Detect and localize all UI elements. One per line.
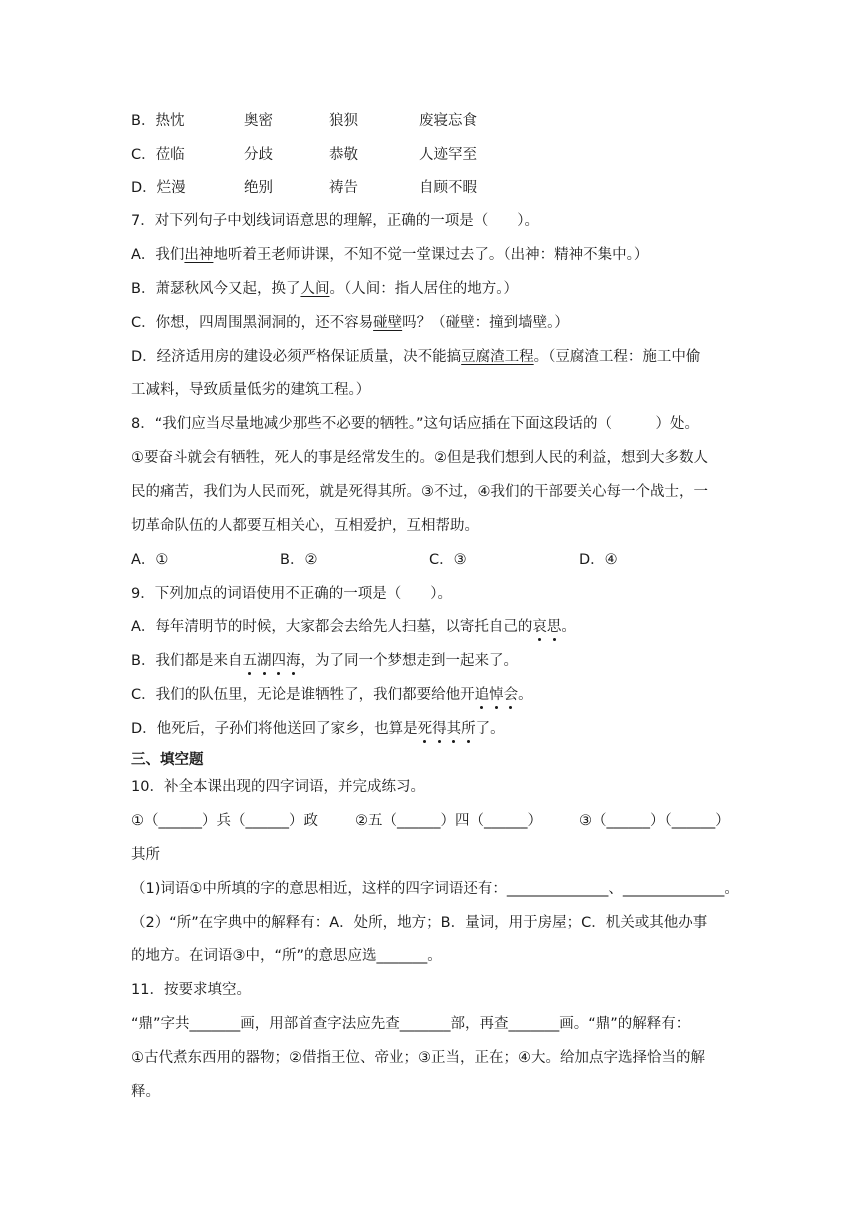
q10-sub2-line1: （2）“所”在字典中的解释有：A．处所，地方；B．量词，用于房屋；C．机关或其他办事 [131, 915, 708, 931]
q10-stem: 10．补全本课出现的四字词语，并完成练习。 [131, 779, 425, 795]
q9-d-text-rest: 了。 [475, 721, 505, 737]
q6-option-c[interactable]: C．莅临 [131, 147, 185, 163]
q9-stem: 9．下列加点的词语使用不正确的一项是（ ）。 [131, 586, 452, 602]
q9-option-d[interactable] [131, 719, 505, 739]
q7-a-text-rest: 地听着王老师讲课，不知不觉一堂课过去了。（出神：精神不集中。） [213, 247, 649, 263]
q7-d-text: D．经济适用房的建设必须严格保证质量，决不能搞 [131, 349, 462, 365]
q9-a-text-rest: 。 [561, 619, 576, 635]
q8-option-b[interactable]: B．② [280, 552, 318, 568]
q6-option-d[interactable]: D．烂漫 [131, 180, 186, 196]
q7-b-underlined: 人间 [300, 281, 330, 297]
q6-option-b-word3: 狼狈 [329, 113, 358, 129]
q11-line1: “鼎”字共_______画，用部首查字法应先查_______部，再查_______画。“鼎”的解释有： [131, 1016, 691, 1032]
q8-stem: 8．“我们应当尽量地减少那些不必要的牺牲。”这句话应插在下面这段话的（ ）处。 [131, 416, 699, 432]
q11-stem: 11．按要求填空。 [131, 982, 251, 998]
q8-option-a[interactable]: A．① [131, 552, 169, 568]
q9-b-text: B．我们都是来自 [131, 653, 243, 669]
q6-option-b-word4: 废寝忘食 [419, 113, 477, 129]
q7-b-text-rest: 。（人间：指人居住的地方。） [329, 281, 518, 297]
q10-item2: ②五（______）四（______） [355, 813, 542, 829]
q9-option-c[interactable] [131, 685, 533, 705]
q9-c-dotted [475, 687, 519, 703]
q6-option-c-word3: 恭敬 [329, 147, 358, 163]
q8-option-c[interactable]: C．③ [429, 552, 467, 568]
q11-line3: 释。 [131, 1084, 160, 1100]
q7-a-underlined: 出神 [184, 247, 214, 263]
emphasis-char: 所 [461, 721, 476, 737]
q8-passage-line3: 切革命队伍的人都要互相关心，互相爱护，互相帮助。 [131, 518, 479, 534]
q9-d-dotted [418, 721, 476, 737]
q9-a-text: A．每年清明节的时候，大家都会去给先人扫墓，以寄托自己的 [131, 619, 533, 635]
q7-stem: 7．对下列句子中划线词语意思的理解，正确的一项是（ ）。 [131, 213, 539, 229]
q8-passage-line1: ①要奋斗就会有牺牲，死人的事是经常发生的。②但是我们想到人民的利益，想到大多数人 [131, 450, 708, 466]
q10-sub2-line2: 的地方。在词语③中，“所”的意思应选_______。 [131, 948, 442, 964]
q6-option-b[interactable]: B．热忱 [131, 113, 185, 129]
emphasis-char: 湖 [256, 653, 272, 669]
q8-option-d[interactable]: D．④ [579, 552, 618, 568]
q7-c-text-rest: 吗？（碰壁：撞到墙壁。） [402, 315, 569, 331]
q7-option-a[interactable] [131, 245, 648, 265]
q9-b-text-rest: ，为了同一个梦想走到一起来了。 [300, 653, 518, 669]
q10-sub1: （1)词语①中所填的字的意思相近，这样的四字词语还有：______________、______________。 [131, 881, 739, 897]
emphasis-char: 其 [446, 721, 462, 737]
q8-passage-line2: 民的痛苦，我们为人民而死，就是死得其所。③不过，④我们的干部要关心每一个战士，一 [131, 484, 708, 500]
q7-option-c[interactable] [131, 313, 569, 333]
q9-b-dotted [242, 653, 300, 669]
emphasis-char: 悼 [489, 687, 504, 703]
q7-d-underlined: 豆腐渣工程 [461, 349, 534, 365]
emphasis-char: 追 [474, 687, 490, 703]
q10-item1: ①（______）兵（______）政 [131, 813, 318, 829]
q7-option-b[interactable] [131, 279, 518, 299]
emphasis-char: 得 [432, 721, 447, 737]
q6-option-c-word4: 人迹罕至 [419, 147, 477, 163]
q6-option-b-word2: 奥密 [244, 113, 273, 129]
q7-b-text: B．萧瑟秋风今又起，换了 [131, 281, 301, 297]
q7-option-d[interactable] [131, 347, 700, 367]
emphasis-char: 会 [503, 687, 519, 703]
q7-d-text-rest: 。（豆腐渣工程：施工中偷 [533, 349, 701, 365]
emphasis-char: 思 [546, 619, 562, 635]
q6-option-d-word2: 绝别 [244, 180, 273, 196]
q7-c-underlined: 碰壁 [373, 315, 403, 331]
emphasis-char: 海 [285, 653, 301, 669]
emphasis-char: 五 [242, 653, 257, 669]
emphasis-char: 哀 [532, 619, 547, 635]
q9-a-dotted [532, 619, 561, 635]
q9-option-a[interactable] [131, 617, 576, 637]
section-heading: 三、填空题 [131, 752, 204, 768]
q9-option-b[interactable] [131, 651, 518, 671]
q10-item3: ③（______）（______） [579, 813, 730, 829]
q7-option-d-cont: 工减料，导致质量低劣的建筑工程。） [131, 382, 371, 398]
q10-item3-cont: 其所 [131, 847, 160, 863]
q6-option-d-word4: 自顾不暇 [419, 180, 477, 196]
q6-option-c-word2: 分歧 [244, 147, 273, 163]
q9-c-text: C．我们的队伍里，无论是谁牺牲了，我们都要给他开 [131, 687, 475, 703]
emphasis-char: 四 [271, 653, 286, 669]
q11-line2: ①古代煮东西用的器物；②借指王位、帝业；③正当，正在；④大。给加点字选择恰当的解 [131, 1050, 705, 1066]
q7-c-text: C．你想，四周围黑洞洞的，还不容易 [131, 315, 374, 331]
q9-c-text-rest: 。 [518, 687, 533, 703]
q7-a-text: A．我们 [131, 247, 185, 263]
q6-option-d-word3: 祷告 [329, 180, 358, 196]
emphasis-char: 死 [417, 721, 433, 737]
q9-d-text: D．他死后，子孙们将他送回了家乡，也算是 [131, 721, 418, 737]
